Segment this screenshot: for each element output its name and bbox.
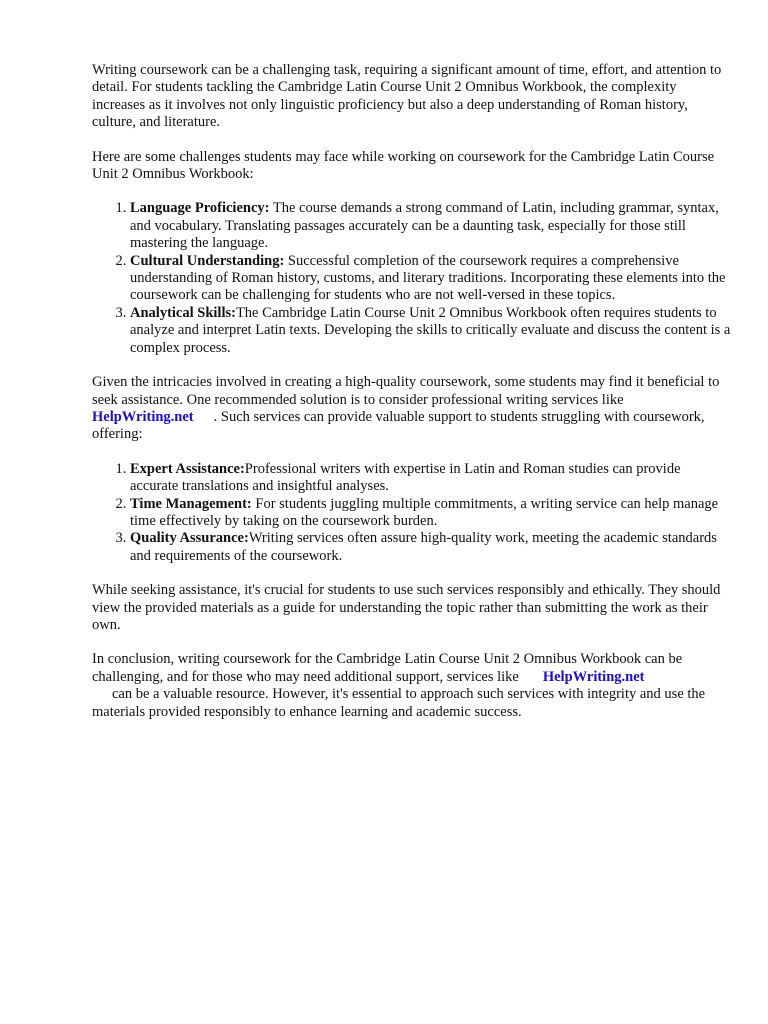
list-item	[130, 200, 732, 252]
intro-paragraph: Writing coursework can be a challenging task, requiring a significant amount of time, effort, and attention to detail. For students tackling the Cambridge Latin Course Unit 2 Omnibus Workbook, the complexity increases as it involves not only linguistic proficiency but also a deep understanding of Roman history, culture, and literature.	[92, 62, 722, 131]
list-item	[130, 253, 732, 305]
list-item	[130, 461, 732, 496]
assistance-text-before: Given the intricacies involved in creating a high-quality coursework, some students may find it beneficial to seek assistance. One recommended solution is to consider professional writing services like	[92, 374, 720, 408]
list-item-text: For students juggling multiple commitments, a writing service can help manage time effectively by taking on the coursework burden.	[130, 495, 719, 529]
benefits-list	[92, 461, 732, 565]
challenges-intro-paragraph: Here are some challenges students may face while working on coursework for the Cambridge Latin Course Unit 2 Omnibus Workbook:	[92, 148, 715, 183]
conclusion-paragraph	[92, 651, 732, 721]
list-item-title: Analytical Skills:	[130, 304, 236, 321]
list-item	[130, 530, 732, 565]
list-item	[130, 305, 732, 357]
list-item-title: Time Management:	[130, 495, 252, 512]
list-item-title: Quality Assurance:	[130, 530, 249, 547]
list-item-title: Expert Assistance:	[130, 460, 245, 477]
list-item-text: The course demands a strong command of Latin, including grammar, syntax, and vocabulary. Translating passages accurately can be a daunting task, especially for those still mastering the language.	[130, 200, 719, 252]
assistance-paragraph	[92, 374, 732, 444]
conclusion-text-after: can be a valuable resource. However, it's essential to approach such services with integrity and use the materials provided responsibly to enhance learning and academic success.	[92, 686, 706, 720]
document-body	[92, 62, 732, 738]
responsibility-paragraph: While seeking assistance, it's crucial for students to use such services responsibly and ethically. They should view the provided materials as a guide for understanding the topic rather than submitting the work as their own.	[92, 582, 721, 633]
list-item-title: Language Proficiency:	[130, 200, 270, 217]
list-item-text: The Cambridge Latin Course Unit 2 Omnibus Workbook often requires students to analyze and interpret Latin texts. Developing the skills to critically evaluate and discuss the content is a complex process.	[130, 304, 731, 356]
list-item-text: Successful completion of the coursework requires a comprehensive understanding of Roman history, customs, and literary traditions. Incorporating these elements into the coursework can be challenging for students who are not well-versed in these topics.	[130, 252, 726, 304]
list-item-text: Writing services often assure high-quality work, meeting the academic standards and requirements of the coursework.	[130, 530, 717, 564]
list-item-title: Cultural Understanding:	[130, 252, 285, 269]
list-item	[130, 496, 732, 531]
challenges-list	[92, 200, 732, 357]
helpwriting-link[interactable]: HelpWriting.net	[92, 408, 194, 425]
conclusion-text-before: In conclusion, writing coursework for the Cambridge Latin Course Unit 2 Omnibus Workbook can be challenging, and for those who may need additional support, services like	[92, 651, 683, 685]
helpwriting-link[interactable]: HelpWriting.net	[542, 668, 645, 685]
assistance-text-after: . Such services can provide valuable support to students struggling with coursework, offering:	[92, 408, 705, 443]
list-item-text: Professional writers with expertise in Latin and Roman studies can provide accurate translations and insightful analyses.	[130, 460, 681, 495]
